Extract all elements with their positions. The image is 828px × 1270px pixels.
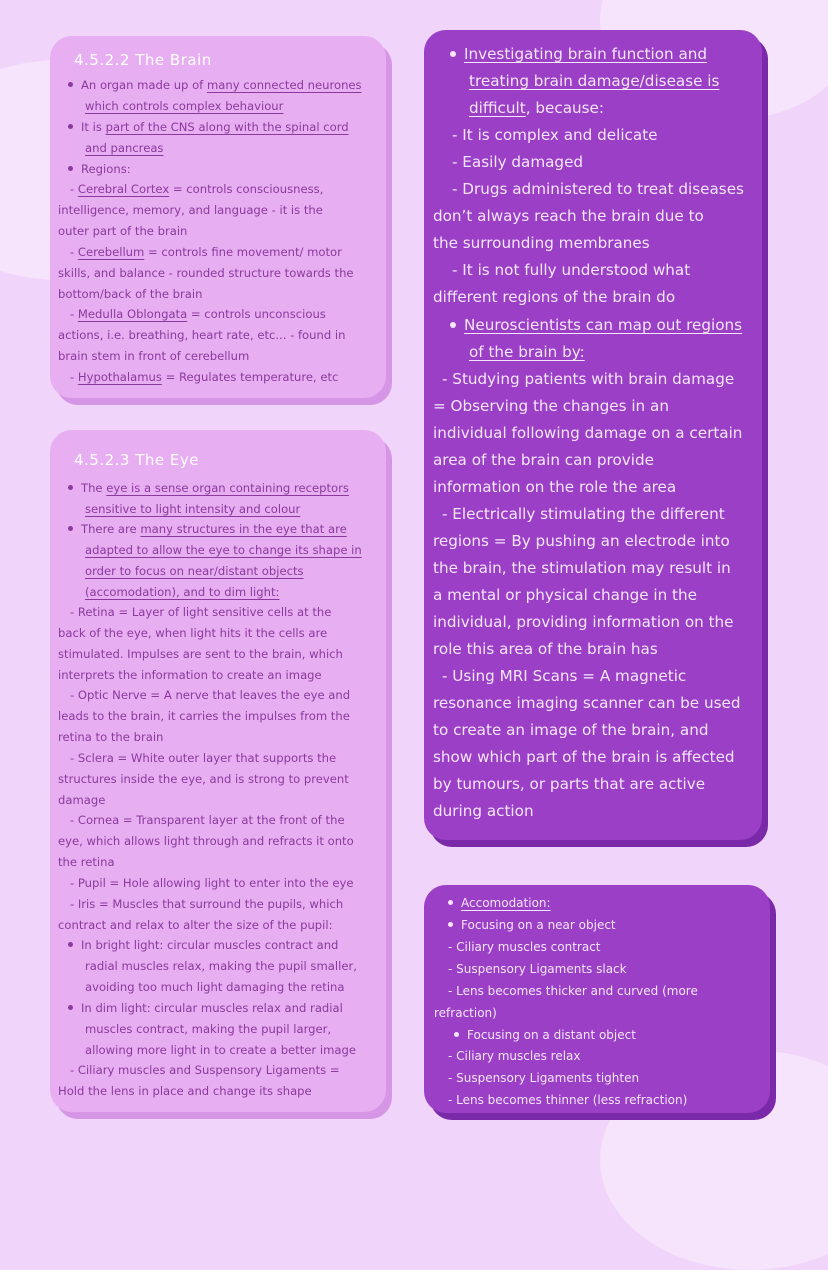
hypothalamus-line: - Hypothalamus = Regulates temperature, etc bbox=[70, 370, 339, 384]
brain-bullet-1-line-2: which controls complex behaviour bbox=[85, 99, 284, 113]
bullet-dot-icon bbox=[68, 526, 73, 531]
method-patients-line-3: individual following damage on a certain bbox=[433, 424, 743, 442]
bullet-dot-icon bbox=[68, 1005, 73, 1010]
method-electrical-line-3: the brain, the stimulation may result in bbox=[433, 559, 731, 577]
cerebellum-line: - Cerebellum = controls fine movement/ motor bbox=[70, 245, 342, 259]
neuroscientists-heading: Neuroscientists can map out regions bbox=[450, 315, 742, 335]
cerebellum-line-3: bottom/back of the brain bbox=[58, 287, 203, 301]
cerebellum-line-2: skills, and balance - rounded structure towards the bbox=[58, 266, 354, 280]
bullet-dot-icon bbox=[448, 922, 453, 927]
ciliary-line: - Ciliary muscles and Suspensory Ligaments = bbox=[70, 1063, 340, 1077]
retina-line-4: interprets the information to create an image bbox=[58, 668, 322, 682]
bullet-dot-icon bbox=[450, 322, 456, 328]
method-electrical: - Electrically stimulating the different bbox=[442, 505, 725, 523]
bullet-dot-icon bbox=[448, 900, 453, 905]
brain-title: 4.5.2.2 The Brain bbox=[74, 51, 212, 69]
reason-understood: - It is not fully understood what bbox=[452, 261, 691, 279]
method-mri-line-6: during action bbox=[433, 802, 534, 820]
ciliary-line-2: Hold the lens in place and change its shape bbox=[58, 1084, 312, 1098]
method-electrical-line-5: individual, providing information on the bbox=[433, 613, 734, 631]
investigating-card bbox=[424, 30, 762, 840]
bullet-dot-icon bbox=[68, 166, 73, 171]
bullet-dot-icon bbox=[450, 51, 456, 57]
far-ciliary: - Ciliary muscles relax bbox=[448, 1049, 581, 1063]
dim-light-line-3: allowing more light in to create a better image bbox=[85, 1043, 356, 1057]
near-object-bullet: Focusing on a near object bbox=[448, 917, 616, 933]
reason-drugs-line-2: don’t always reach the brain due to bbox=[433, 207, 704, 225]
reason-complex: - It is complex and delicate bbox=[452, 126, 658, 144]
medulla-line-3: brain stem in front of cerebellum bbox=[58, 349, 250, 363]
medulla-line: - Medulla Oblongata = controls unconscious bbox=[70, 307, 326, 321]
reason-understood-line-2: different regions of the brain do bbox=[433, 288, 676, 306]
neuroscientists-heading-line-2: of the brain by: bbox=[469, 343, 585, 361]
sclera-line: - Sclera = White outer layer that supports the bbox=[70, 751, 337, 765]
bright-light-bullet: In bright light: circular muscles contract and bbox=[68, 937, 338, 953]
cornea-line: - Cornea = Transparent layer at the front of the bbox=[70, 813, 345, 827]
cerebral-cortex-line-3: outer part of the brain bbox=[58, 224, 188, 238]
method-mri-line-2: resonance imaging scanner can be used bbox=[433, 694, 741, 712]
near-lens: - Lens becomes thicker and curved (more bbox=[448, 984, 698, 998]
eye-bullet-1: The eye is a sense organ containing receptors bbox=[68, 480, 349, 496]
method-electrical-line-4: a mental or physical change in the bbox=[433, 586, 697, 604]
cornea-line-3: the retina bbox=[58, 855, 115, 869]
retina-line-3: stimulated. Impulses are sent to the brain, which bbox=[58, 647, 343, 661]
near-ligaments: - Suspensory Ligaments slack bbox=[448, 962, 627, 976]
eye-bullet-1-line-2: sensitive to light intensity and colour bbox=[85, 502, 301, 516]
retina-line-2: back of the eye, when light hits it the cells are bbox=[58, 626, 328, 640]
eye-bullet-2-line-4: (accomodation), and to dim light: bbox=[85, 585, 280, 599]
eye-bullet-2-line-2: adapted to allow the eye to change its shape in bbox=[85, 543, 362, 557]
optic-nerve-line-2: leads to the brain, it carries the impulses from the bbox=[58, 709, 350, 723]
far-object-bullet: Focusing on a distant object bbox=[454, 1027, 636, 1043]
reason-drugs: - Drugs administered to treat diseases bbox=[452, 180, 744, 198]
eye-bullet-2: There are many structures in the eye that are bbox=[68, 521, 347, 537]
brain-bullet-3: Regions: bbox=[68, 161, 131, 177]
bullet-dot-icon bbox=[454, 1032, 459, 1037]
far-lens: - Lens becomes thinner (less refraction) bbox=[448, 1093, 688, 1107]
bright-light-line-2: radial muscles relax, making the pupil smaller, bbox=[85, 959, 357, 973]
brain-bullet-2: It is part of the CNS along with the spinal cord bbox=[68, 119, 349, 135]
method-electrical-line-6: role this area of the brain has bbox=[433, 640, 658, 658]
sclera-line-3: damage bbox=[58, 793, 106, 807]
method-patients-line-4: area of the brain can provide bbox=[433, 451, 654, 469]
accommodation-card bbox=[424, 885, 770, 1113]
method-mri: - Using MRI Scans = A magnetic bbox=[442, 667, 687, 685]
near-lens-line-2: refraction) bbox=[434, 1006, 497, 1020]
far-ligaments: - Suspensory Ligaments tighten bbox=[448, 1071, 640, 1085]
method-mri-line-3: to create an image of the brain, and bbox=[433, 721, 709, 739]
bullet-dot-icon bbox=[68, 82, 73, 87]
iris-line-2: contract and relax to alter the size of the pupil: bbox=[58, 918, 333, 932]
dim-light-line-2: muscles contract, making the pupil larger, bbox=[85, 1022, 332, 1036]
eye-title: 4.5.2.3 The Eye bbox=[74, 451, 199, 469]
method-patients-line-2: = Observing the changes in an bbox=[433, 397, 669, 415]
brain-card bbox=[50, 36, 386, 398]
investigating-heading: Investigating brain function and bbox=[450, 44, 707, 64]
bright-light-line-3: avoiding too much light damaging the retina bbox=[85, 980, 345, 994]
cornea-line-2: eye, which allows light through and refracts it onto bbox=[58, 834, 354, 848]
near-ciliary: - Ciliary muscles contract bbox=[448, 940, 601, 954]
investigating-heading-line-3: difficult, because: bbox=[469, 99, 604, 117]
method-patients-line-5: information on the role the area bbox=[433, 478, 677, 496]
brain-bullet-1: An organ made up of many connected neurones bbox=[68, 77, 362, 93]
medulla-line-2: actions, i.e. breathing, heart rate, etc... - found in bbox=[58, 328, 346, 342]
eye-bullet-2-line-3: order to focus on near/distant objects bbox=[85, 564, 304, 578]
iris-line: - Iris = Muscles that surround the pupils, which bbox=[70, 897, 344, 911]
cerebral-cortex-line: - Cerebral Cortex = controls consciousness, bbox=[70, 182, 324, 196]
method-electrical-line-2: regions = By pushing an electrode into bbox=[433, 532, 730, 550]
bullet-dot-icon bbox=[68, 942, 73, 947]
bullet-dot-icon bbox=[68, 485, 73, 490]
investigating-heading-line-2: treating brain damage/disease is bbox=[469, 72, 720, 90]
method-mri-line-5: by tumours, or parts that are active bbox=[433, 775, 706, 793]
optic-nerve-line-3: retina to the brain bbox=[58, 730, 164, 744]
reason-drugs-line-3: the surrounding membranes bbox=[433, 234, 650, 252]
bullet-dot-icon bbox=[68, 124, 73, 129]
sclera-line-2: structures inside the eye, and is strong to prevent bbox=[58, 772, 349, 786]
cerebral-cortex-line-2: intelligence, memory, and language - it is the bbox=[58, 203, 323, 217]
dim-light-bullet: In dim light: circular muscles relax and radial bbox=[68, 1000, 343, 1016]
accommodation-title: Accomodation: bbox=[448, 895, 551, 911]
method-mri-line-4: show which part of the brain is affected bbox=[433, 748, 735, 766]
optic-nerve-line: - Optic Nerve = A nerve that leaves the eye and bbox=[70, 688, 351, 702]
method-patients: - Studying patients with brain damage bbox=[442, 370, 735, 388]
brain-bullet-2-line-2: and pancreas bbox=[85, 141, 164, 155]
eye-card bbox=[50, 430, 386, 1112]
pupil-line: - Pupil = Hole allowing light to enter into the eye bbox=[70, 876, 354, 890]
retina-line: - Retina = Layer of light sensitive cells at the bbox=[70, 605, 332, 619]
reason-damaged: - Easily damaged bbox=[452, 153, 584, 171]
